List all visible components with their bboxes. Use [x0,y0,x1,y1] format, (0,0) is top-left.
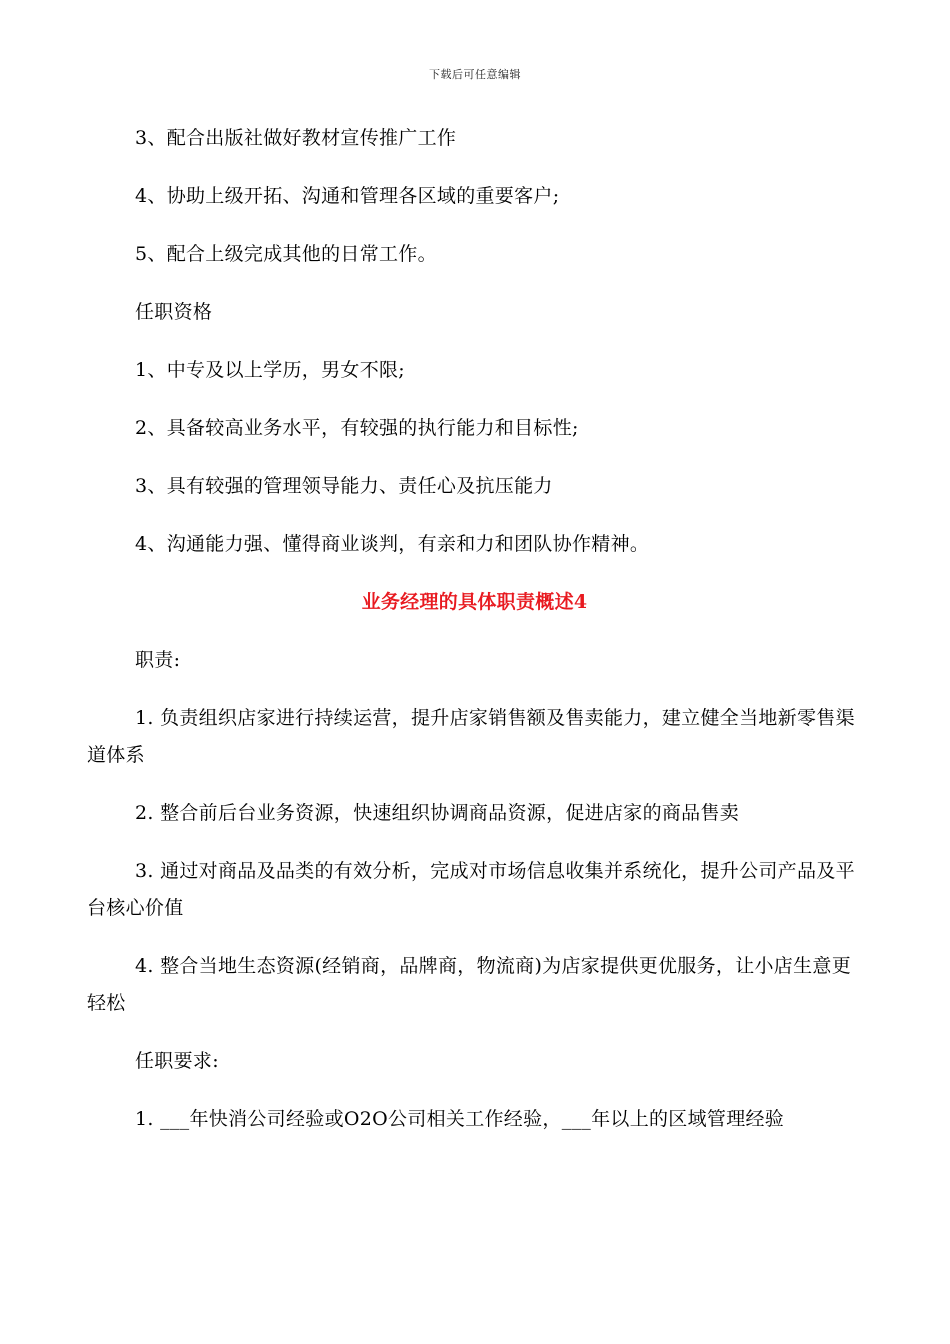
paragraph: 2. 整合前后台业务资源，快速组织协调商品资源，促进店家的商品售卖 [135,802,740,824]
paragraph: 4、沟通能力强、懂得商业谈判，有亲和力和团队协作精神。 [135,533,650,555]
paragraph: 1、中专及以上学历，男女不限; [135,359,405,381]
document-body [87,120,862,1159]
header-note: 下载后可任意编辑 [429,68,521,81]
section-title: 业务经理的具体职责概述4 [361,591,588,613]
paragraph: 3、具有较强的管理领导能力、责任心及抗压能力 [135,475,553,497]
paragraph: 1. ___年快消公司经验或O2O公司相关工作经验，___年以上的区域管理经验 [135,1108,785,1130]
paragraph: 3、配合出版社做好教材宣传推广工作 [135,127,457,149]
paragraph: 2、具备较高业务水平，有较强的执行能力和目标性; [135,417,579,439]
paragraph: 4. 整合当地生态资源(经销商，品牌商，物流商)为店家提供更优服务，让小店生意更轻松 [87,955,851,1014]
paragraph: 3. 通过对商品及品类的有效分析，完成对市场信息收集并系统化，提升公司产品及平台核心价值 [87,860,855,919]
duties-heading: 职责: [135,649,181,671]
paragraph: 5、配合上级完成其他的日常工作。 [135,243,437,265]
paragraph: 4、协助上级开拓、沟通和管理各区域的重要客户; [135,185,560,207]
paragraph: 1. 负责组织店家进行持续运营，提升店家销售额及售卖能力，建立健全当地新零售渠道体系 [87,707,855,766]
qualifications-heading: 任职资格 [135,301,213,323]
requirements-heading: 任职要求: [135,1050,219,1072]
